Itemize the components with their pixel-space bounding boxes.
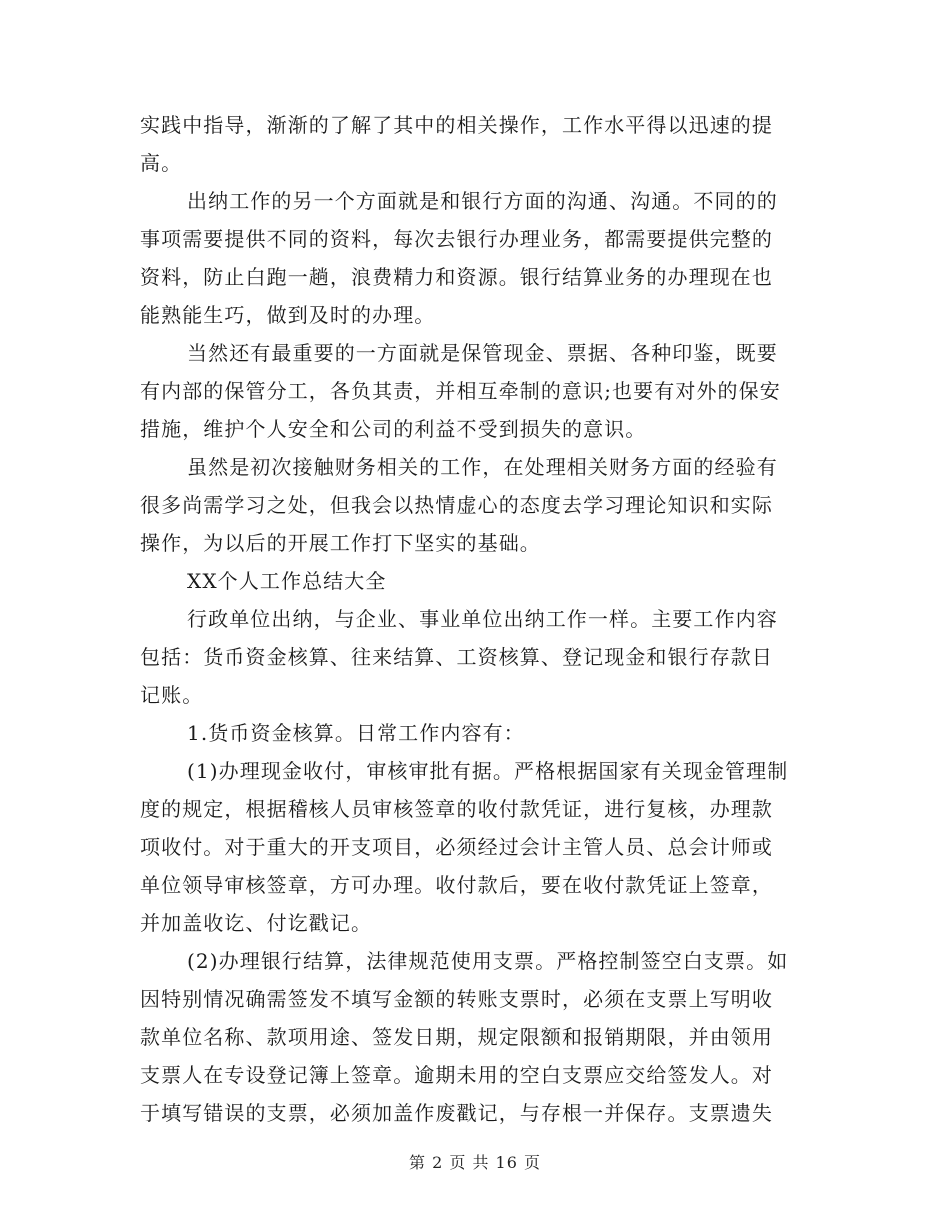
- text-line: 包括：货币资金核算、往来结算、工资核算、登记现金和银行存款日: [140, 645, 773, 669]
- text-line: 事项需要提供不同的资料，每次去银行办理业务，都需要提供完整的: [140, 227, 773, 251]
- text-line: 支票人在专设登记簿上签章。逾期未用的空白支票应交给签发人。对: [140, 1063, 773, 1087]
- text-line: 记账。: [140, 683, 204, 707]
- paragraph-first-line: (2)办理银行结算，法律规范使用支票。严格控制签空白支票。如: [187, 949, 789, 973]
- page-number-footer: 第 2 页 共 16 页: [409, 1153, 541, 1172]
- text-line: 于填写错误的支票，必须加盖作废戳记，与存根一并保存。支票遗失: [140, 1101, 773, 1125]
- text-line: 实践中指导，渐渐的了解了其中的相关操作，工作水平得以迅速的提: [140, 113, 773, 137]
- text-line: 项收付。对于重大的开支项目，必须经过会计主管人员、总会计师或: [140, 835, 773, 859]
- text-line: 能熟能生巧，做到及时的办理。: [140, 303, 436, 327]
- paragraph-first-line: 当然还有最重要的一方面就是保管现金、票据、各种印鉴，既要: [187, 341, 778, 365]
- text-line: 单位领导审核签章，方可办理。收付款后，要在收付款凭证上签章，: [140, 873, 773, 897]
- paragraph-first-line: 虽然是初次接触财务相关的工作，在处理相关财务方面的经验有: [187, 455, 778, 479]
- text-line: 措施，维护个人安全和公司的利益不受到损失的意识。: [140, 417, 647, 441]
- section-heading: XX个人工作总结大全: [187, 569, 387, 593]
- paragraph-first-line: 行政单位出纳，与企业、事业单位出纳工作一样。主要工作内容: [187, 607, 778, 631]
- text-line: 款单位名称、款项用途、签发日期，规定限额和报销期限，并由领用: [140, 1025, 773, 1049]
- text-line: 有内部的保管分工，各负其责，并相互牵制的意识;也要有对外的保安: [140, 379, 781, 403]
- paragraph-first-line: 出纳工作的另一个方面就是和银行方面的沟通、沟通。不同的的: [187, 189, 778, 213]
- text-line: 很多尚需学习之处，但我会以热情虚心的态度去学习理论知识和实际: [140, 493, 773, 517]
- text-line: 因特别情况确需签发不填写金额的转账支票时，必须在支票上写明收: [140, 987, 773, 1011]
- text-line: 高。: [140, 151, 183, 175]
- text-line: 操作，为以后的开展工作打下坚实的基础。: [140, 531, 541, 555]
- paragraph-first-line: (1)办理现金收付，审核审批有据。严格根据国家有关现金管理制: [187, 759, 789, 783]
- text-line: 并加盖收讫、付讫戳记。: [140, 911, 373, 935]
- text-line: 资料，防止白跑一趟，浪费精力和资源。银行结算业务的办理现在也: [140, 265, 773, 289]
- text-line: 度的规定，根据稽核人员审核签章的收付款凭证，进行复核，办理款: [140, 797, 773, 821]
- list-item-heading: 1.货币资金核算。日常工作内容有：: [187, 721, 525, 745]
